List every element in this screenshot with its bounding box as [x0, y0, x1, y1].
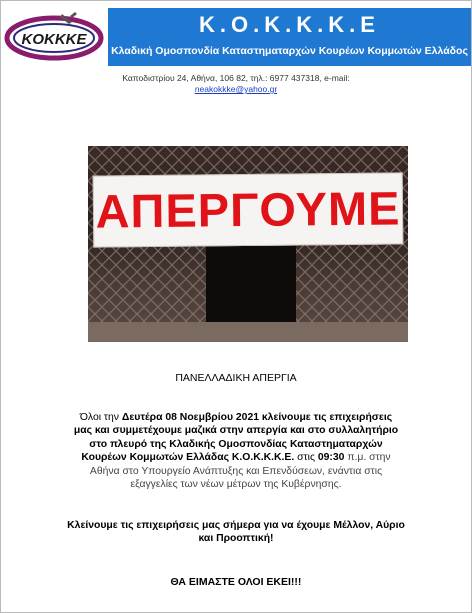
kokkke-logo — [4, 10, 108, 62]
strike-banner-text: ΑΠΕΡΓΟΥΜΕ — [95, 181, 401, 238]
logo-text: KOKKKE — [21, 31, 87, 48]
para-connector: στις — [294, 452, 318, 464]
strike-photo — [88, 146, 408, 342]
announcement-paragraph — [70, 411, 402, 491]
header-banner — [108, 8, 471, 66]
contact-address: Καποδιστρίου 24, Αθήνα, 106 82, τηλ.: 6977 437318, e-mail: — [122, 73, 350, 83]
para-intro: Όλοι την — [79, 412, 122, 423]
floor — [88, 322, 408, 342]
para-strike-details: Δευτέρα 08 Νοεμβρίου 2021 κλείνουμε τις επιχειρήσεις μας και συμμετέχουμε μαζικά στην απεργία και στο συλλαλητήριο στο πλευρό της Κλαδικής Ομοσπονδίας Καταστηματαρχών Κουρέων Κομμωτών Ελλάδας Κ.Ο.Κ.Κ.Κ.Ε. — [73, 412, 399, 464]
organization-name: Κλαδική Ομοσπονδία Καταστηματαρχών Κουρέων Κομμωτών Ελλάδος — [111, 45, 468, 57]
para-location: π.μ. στην Αθήνα στο Υπουργείο Ανάπτυξης και Επενδύσεων, ενάντια στις εξαγγελίες των νέων μέτρων της Κυβέρνησης. — [89, 452, 391, 491]
contact-email-link[interactable]: neakokkke@yahoo.gr — [194, 84, 278, 94]
strike-banner — [93, 172, 404, 247]
closing-line: ΘΑ ΕΙΜΑΣΤΕ ΟΛΟΙ ΕΚΕΙ!!! — [170, 576, 302, 588]
organization-acronym: Κ.Ο.Κ.Κ.Κ.Ε — [199, 12, 380, 37]
announcement-heading: ΠΑΝΕΛΛΑΔΙΚΗ ΑΠΕΡΓΙΑ — [175, 372, 297, 384]
slogan: Κλείνουμε τις επιχειρήσεις μας σήμερα για να έχουμε Μέλλον, Αύριο και Προοπτική! — [67, 520, 405, 545]
para-time: 09:30 — [317, 452, 345, 464]
